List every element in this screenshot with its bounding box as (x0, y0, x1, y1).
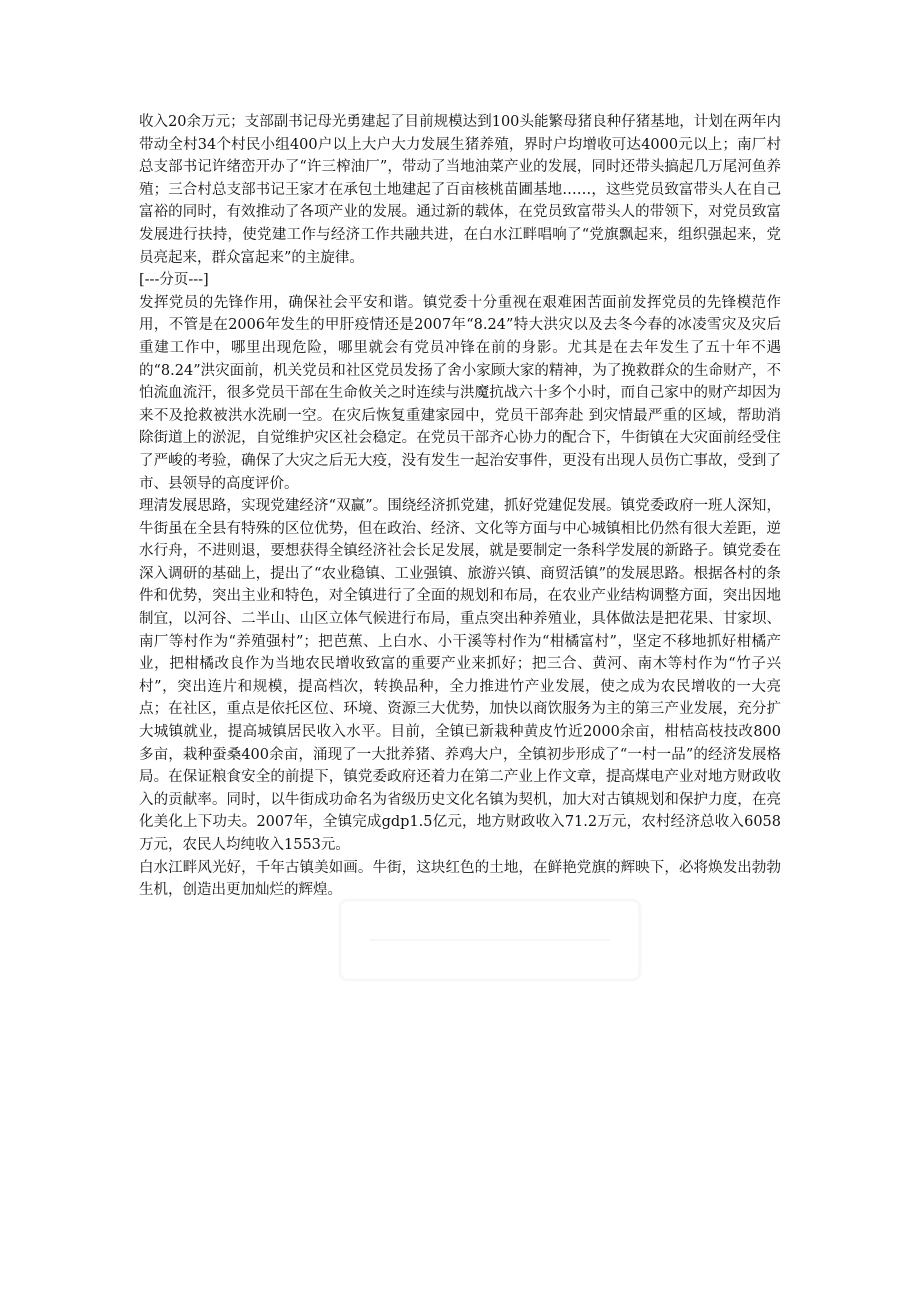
document-body (139, 111, 781, 902)
page-break-marker: [---分页---] (139, 272, 209, 289)
paragraph-3: 理清发展思路，实现党建经济“双赢”。围绕经济抓党建，抓好党建促发展。镇党委政府一班人深知，牛街虽在全县有特殊的区位优势，但在政治、经济、文化等方面与中心城镇相比仍然有很大差距，逆水行舟，不进则退，要想获得全镇经济社会长足发展，就是要制定一条科学发展的新路子。镇党委在深入调研的基础上，提出了“农业稳镇、工业强镇、旅游兴镇、商贸活镇”的发展思路。根据各村的条件和优势，突出主业和特色，对全镇进行了全面的规划和布局，在农业产业结构调整方面，突出因地制宜，以河谷、二半山、山区立体气候进行布局，重点突出种养殖业，具体做法是把花果、甘家坝、南厂等村作为“养殖强村”；把芭蕉、上白水、小干溪等村作为“柑橘富村”，坚定不移地抓好柑橘产业，把柑橘改良作为当地农民增收致富的重要产业来抓好；把三合、黄河、南木等村作为“竹子兴村”，突出连片和规模，提高档次，转换品种，全力推进竹产业发展，使之成为农民增收的一大亮点；在社区，重点是依托区位、环境、资源三大优势，加快以商饮服务为主的第三产业发展，充分扩大城镇就业，提高城镇居民收入水平。目前，全镇已新栽种黄皮竹近2000余亩，柑桔高枝技改800多亩，栽种蚕桑400余亩，涌现了一大批养猪、养鸡大户，全镇初步形成了“一村一品”的经济发展格局。在保证粮食安全的前提下，镇党委政府还着力在第二产业上作文章，提高煤电产业对地方财政收入的贡献率。同时，以牛街成功命名为省级历史文化名镇为契机，加大对古镇规划和保护力度，在亮化美化上下功夫。2007年，全镇完成gdp1.5亿元，地方财政收入71.2万元，农村经济总收入6058万元，农民人均纯收入1553元。 (139, 498, 781, 853)
paragraph-4: 白水江畔风光好，千年古镇美如画。牛街，这块红色的土地，在鲜艳党旗的辉映下，必将焕发出勃勃生机，创造出更加灿烂的辉煌。 (139, 859, 781, 899)
paragraph-1: 收入20余万元；支部副书记母光勇建起了目前规模达到100头能繁母猪良种仔猪基地，计划在两年内带动全村34个村民小组400户以上大户大力发展生猪养殖，界时户均增收可达4000元以上；南厂村总支部书记许绪峦开办了“许三榨油厂”，带动了当地油菜产业的发展，同时还带头搞起几万尾河鱼养殖；三合村总支部书记王家才在承包土地建起了百亩核桃苗圃基地……，这些党员致富带头人在自己富裕的同时，有效推动了各项产业的发展。通过新的载体，在党员致富带头人的带领下，对党员致富发展进行扶持，使党建工作与经济工作共融共进，在白水江畔唱响了“党旗飘起来，组织强起来，党员亮起来，群众富起来”的主旋律。 (139, 114, 781, 266)
paragraph-2: 发挥党员的先锋作用，确保社会平安和谐。镇党委十分重视在艰难困苦面前发挥党员的先锋模范作用，不管是在2006年发生的甲肝疫情还是2007年“8.24”特大洪灾以及去冬今春的冰凌雪灾及灾后重建工作中，哪里出现危险，哪里就会有党员冲锋在前的身影。尤其是在去年发生了五十年不遇的“8.24”洪灾面前，机关党员和社区党员发扬了舍小家顾大家的精神，为了挽救群众的生命财产，不怕流血流汗，很多党员干部在生命攸关之时连续与洪魔抗战六十多个小时，而自己家中的财产却因为来不及抢救被洪水洗刷一空。在灾后恢复重建家园中，党员干部奔赴 到灾情最严重的区域，帮助消除街道上的淤泥，自觉维护灾区社会稳定。在党员干部齐心协力的配合下，牛街镇在大灾面前经受住了严峻的考验，确保了大灾之后无大疫，没有发生一起治安事件，更没有出现人员伤亡事故，受到了市、县领导的高度评价。 (139, 294, 781, 492)
